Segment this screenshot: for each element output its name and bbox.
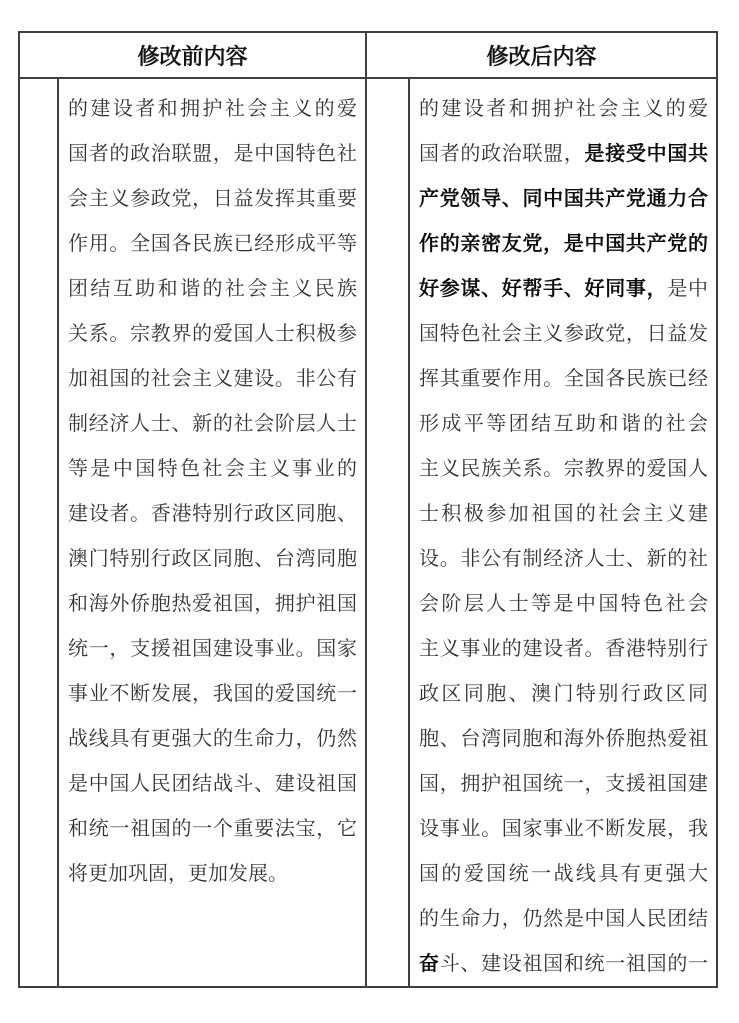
text-line <box>419 627 708 672</box>
regular-text: 是中国人民团结战斗、建设祖国 <box>68 773 357 795</box>
text-line <box>419 177 708 222</box>
regular-text: 事业不断发展，我国的爱国统一 <box>68 683 357 705</box>
regular-text: 澳门特别行政区同胞、台湾同胞 <box>68 548 357 570</box>
text-line <box>419 312 708 357</box>
regular-text: 建设者。香港特别行政区同胞、 <box>68 503 357 525</box>
text-line <box>68 627 357 672</box>
text-line <box>419 897 708 942</box>
regular-text: 统一，支援祖国建设事业。国家 <box>68 638 357 660</box>
regular-text: 的建设者和拥护社会主义的爱 <box>419 98 708 120</box>
regular-text: 设。非公有制经济人士、新的社 <box>419 548 708 570</box>
regular-text: 等是中国特色社会主义事业的 <box>68 458 357 480</box>
header-cell-after-revision: 修改后内容 <box>486 43 597 69</box>
text-line <box>419 537 708 582</box>
text-line <box>68 222 357 267</box>
text-line <box>419 357 708 402</box>
regular-text: 和海外侨胞热爱祖国，拥护祖国 <box>68 593 357 615</box>
text-line <box>419 582 708 627</box>
regular-text: 团结互助和谐的社会主义民族 <box>68 278 357 300</box>
regular-text: 和统一祖国的一个重要法宝，它 <box>68 818 357 840</box>
regular-text: 国，拥护祖国统一，支援祖国建 <box>419 773 708 795</box>
text-line <box>419 402 708 447</box>
regular-text: 士积极参加祖国的社会主义建 <box>419 503 708 525</box>
text-line <box>68 447 357 492</box>
text-line <box>68 807 357 852</box>
regular-text: 胞、台湾同胞和海外侨胞热爱祖 <box>419 728 708 750</box>
table-body-row <box>20 79 716 986</box>
inserted-bold-text: 产党领导、同中国共产党通力合 <box>419 188 708 210</box>
text-line <box>68 582 357 627</box>
regular-text: 制经济人士、新的社会阶层人士 <box>68 413 357 435</box>
text-line <box>419 852 708 897</box>
regular-text: 设事业。国家事业不断发展，我 <box>419 818 708 840</box>
header-cell-before-revision: 修改前内容 <box>20 33 367 77</box>
text-line <box>419 717 708 762</box>
text-line <box>419 87 708 132</box>
regular-text: 战线具有更强大的生命力，仍然 <box>68 728 357 750</box>
regular-text: 主义事业的建设者。香港特别行 <box>419 638 708 660</box>
regular-text: 会主义参政党，日益发挥其重要 <box>68 188 357 210</box>
before-revision-column <box>20 79 367 986</box>
text-line <box>68 132 357 177</box>
regular-text: 主义民族关系。宗教界的爱国人 <box>419 458 708 480</box>
after-revision-text-cell <box>410 79 716 986</box>
inserted-bold-text: 是接受中国共 <box>584 143 708 165</box>
text-line <box>419 222 708 267</box>
regular-text: 斗、建设祖国和统一祖国的一 <box>439 953 708 975</box>
inserted-bold-text: 奋 <box>419 953 440 975</box>
text-line <box>68 402 357 447</box>
inserted-bold-text: 作的亲密友党，是中国共产党的 <box>419 233 708 255</box>
text-line <box>68 717 357 762</box>
text-line <box>68 267 357 312</box>
after-revision-column <box>367 79 716 986</box>
regular-text: 形成平等团结互助和谐的社会 <box>419 413 708 435</box>
regular-text: 的建设者和拥护社会主义的爱 <box>68 98 357 120</box>
regular-text: 国者的政治联盟，是中国特色社 <box>68 143 357 165</box>
text-line <box>419 672 708 717</box>
regular-text: 国者的政治联盟， <box>419 143 585 165</box>
text-line <box>419 447 708 492</box>
regular-text: 的生命力，仍然是中国人民团结 <box>419 908 708 930</box>
regular-text: 国特色社会主义参政党，日益发 <box>419 323 708 345</box>
regular-text: 挥其重要作用。全国各民族已经 <box>419 368 708 390</box>
text-line <box>68 852 357 897</box>
text-line <box>419 942 708 986</box>
text-line <box>419 267 708 312</box>
row-number-cell-after <box>367 79 410 986</box>
text-line <box>419 762 708 807</box>
regular-text: 将更加巩固，更加发展。 <box>68 863 288 885</box>
before-revision-text-cell <box>59 79 365 986</box>
text-line <box>68 312 357 357</box>
text-line <box>419 132 708 177</box>
inserted-bold-text: 好参谋、好帮手、好同事， <box>419 278 668 300</box>
table-header-row <box>20 33 716 79</box>
regular-text: 政区同胞、澳门特别行政区同 <box>419 683 708 705</box>
regular-text: 会阶层人士等是中国特色社会 <box>419 593 708 615</box>
text-line <box>68 87 357 132</box>
regular-text: 国的爱国统一战线具有更强大 <box>419 863 708 885</box>
text-line <box>68 537 357 582</box>
row-number-cell-before <box>20 79 59 986</box>
regular-text: 加祖国的社会主义建设。非公有 <box>68 368 357 390</box>
regular-text: 作用。全国各民族已经形成平等 <box>68 233 357 255</box>
text-line <box>68 672 357 717</box>
regular-text: 是中 <box>667 278 708 300</box>
regular-text: 关系。宗教界的爱国人士积极参 <box>68 323 357 345</box>
text-line <box>68 357 357 402</box>
revision-comparison-table <box>18 31 718 988</box>
text-line <box>419 807 708 852</box>
text-line <box>68 762 357 807</box>
text-line <box>68 177 357 222</box>
text-line <box>68 492 357 537</box>
text-line <box>419 492 708 537</box>
